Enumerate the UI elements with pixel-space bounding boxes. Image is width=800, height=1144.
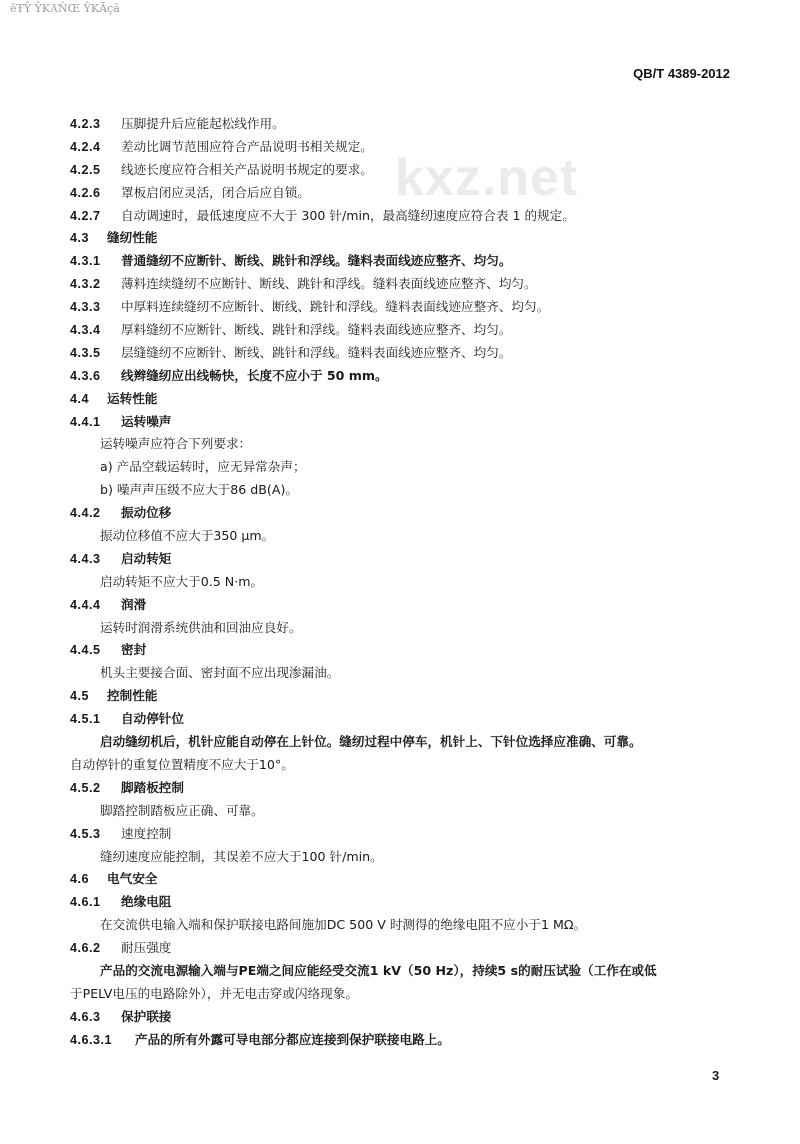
clause-text: 缝纫速度应能控制，其误差不应大于100 针/min。: [100, 848, 383, 864]
clause-text: 振动位移值不应大于350 μm。: [100, 528, 275, 544]
clause-number: 4.4.3: [70, 551, 101, 566]
clause-number: 4.6.3.1: [70, 1032, 113, 1047]
clause-text: 启动转矩: [121, 550, 172, 566]
clause-number: 4.3.5: [70, 345, 101, 360]
clause-line: [0, 433, 800, 456]
clause-text: 产品的所有外露可导电部分都应连接到保护联接电路上。: [135, 1031, 450, 1047]
clause-line: [0, 273, 800, 296]
clause-number: 4.4.5: [70, 643, 101, 658]
clause-text: 密封: [121, 642, 147, 658]
clause-line: [0, 685, 800, 708]
clause-line: [0, 594, 800, 617]
clause-line: [0, 662, 800, 685]
clause-text: 层缝缝纫不应断针、断线、跳针和浮线。缝料表面线迹应整齐、均匀。: [121, 344, 512, 360]
clause-line: [0, 296, 800, 319]
clause-line: [0, 823, 800, 846]
clause-line: [0, 937, 800, 960]
clause-text: 线迹长度应符合相关产品说明书规定的要求。: [121, 161, 373, 177]
clause-text: 启动转矩不应大于0.5 N·m。: [100, 573, 264, 589]
document-body: [0, 113, 800, 1052]
clause-number: 4.4: [70, 391, 90, 406]
clause-line: [0, 456, 800, 479]
clause-number: 4.5.2: [70, 780, 101, 795]
clause-number: 4.2.5: [70, 162, 101, 177]
clause-text: 保护联接: [121, 1008, 172, 1024]
clause-text: 速度控制: [121, 825, 172, 841]
clause-text: 线辫缝纫应出线畅快，长度不应小于 50 mm。: [121, 367, 388, 383]
clause-number: 4.3: [70, 231, 90, 246]
clause-number: 4.2.7: [70, 208, 101, 223]
clause-line: [0, 571, 800, 594]
clause-text: 罩板启闭应灵活，闭合后应自锁。: [121, 184, 310, 200]
clause-text: 运转时润滑系统供油和回油应良好。: [100, 619, 302, 635]
page-number: 3: [712, 1068, 720, 1083]
watermark: kxz.net: [395, 149, 579, 207]
clause-number: 4.6: [70, 872, 90, 887]
clause-line: [0, 846, 800, 869]
clause-text: a) 产品空载运转时，应无异常杂声；: [100, 459, 306, 475]
clause-number: 4.2.4: [70, 139, 101, 154]
clause-number: 4.4.1: [70, 414, 101, 429]
clause-line: [0, 365, 800, 388]
clause-text: 电气安全: [107, 871, 158, 887]
clause-text: 厚料缝纫不应断针、断线、跳针和浮线。缝料表面线迹应整齐、均匀。: [121, 322, 512, 338]
clause-text: 脚踏板控制: [121, 779, 184, 795]
clause-line: [0, 479, 800, 502]
clause-number: 4.3.3: [70, 300, 101, 315]
clause-line: [0, 548, 800, 571]
clause-line: [0, 1029, 800, 1052]
clause-text: 绝缘电阻: [121, 894, 172, 910]
clause-line: [0, 1006, 800, 1029]
clause-number: 4.2.3: [70, 117, 101, 131]
clause-text: b) 噪声声压级不应大于86 dB(A)。: [100, 482, 298, 498]
clause-number: 4.4.4: [70, 597, 101, 612]
clause-line: [0, 891, 800, 914]
clause-line: [0, 319, 800, 342]
clause-number: 4.6.1: [70, 895, 101, 910]
clause-line: [0, 227, 800, 250]
clause-text: 脚踏控制踏板应正确、可靠。: [100, 802, 264, 818]
clause-line: [0, 525, 800, 548]
clause-line: [0, 388, 800, 411]
clause-line: [0, 342, 800, 365]
clause-text: 缝纫性能: [107, 230, 158, 246]
clause-number: 4.6.2: [70, 941, 101, 956]
clause-number: 4.6.3: [70, 1009, 101, 1024]
clause-line: [0, 914, 800, 937]
clause-line: [0, 983, 800, 1006]
clause-text: 启动缝纫机后，机针应能自动停在上针位。缝纫过程中停车，机针上、下针位选择应准确、可靠。: [100, 734, 642, 750]
clause-text: 薄料连续缝纫不应断针、断线、跳针和浮线。缝料表面线迹应整齐、均匀。: [121, 276, 537, 292]
clause-line: [0, 708, 800, 731]
clause-text: 差动比调节范围应符合产品说明书相关规定。: [121, 138, 373, 154]
clause-line: [0, 868, 800, 891]
clause-text: 耐压强度: [121, 940, 172, 956]
clause-line: [0, 250, 800, 273]
clause-text: 普通缝纫不应断针、断线、跳针和浮线。缝料表面线迹应整齐、均匀。: [121, 253, 512, 269]
clause-text: 在交流供电输入端和保护联接电路间施加DC 500 V 时测得的绝缘电阻不应小于1 MΩ。: [100, 917, 587, 933]
clause-line: [0, 777, 800, 800]
clause-line: [0, 800, 800, 823]
clause-text: 自动调速时，最低速度应不大于 300 针/min，最高缝纫速度应符合表 1 的规定。: [121, 207, 575, 223]
standard-code: QB/T 4389-2012: [633, 66, 730, 81]
clause-text: 产品的交流电源输入端与PE端之间应能经受交流1 kV（50 Hz），持续5 s的耐压试验（工作在或低: [100, 962, 657, 978]
clause-number: 4.5: [70, 689, 90, 704]
clause-text: 自动停针位: [121, 711, 184, 727]
clause-text: 振动位移: [121, 505, 172, 521]
clause-number: 4.3.1: [70, 254, 101, 269]
clause-text: 控制性能: [107, 688, 158, 704]
clause-text: 自动停针的重复位置精度不应大于10°。: [70, 756, 294, 772]
clause-number: 4.4.2: [70, 506, 101, 521]
clause-line: [0, 411, 800, 434]
corner-mark: ēŦŶ ŶKĀ͑ŇŒ ŶKĀçā: [10, 2, 120, 15]
clause-line: [0, 617, 800, 640]
clause-line: [0, 113, 800, 136]
clause-number: 4.5.3: [70, 826, 101, 841]
clause-number: 4.3.6: [70, 368, 101, 383]
clause-line: [0, 182, 800, 205]
clause-text: 润滑: [121, 596, 147, 612]
clause-line: [0, 502, 800, 525]
clause-text: 压脚提升后应能起松线作用。: [121, 116, 285, 131]
clause-number: 4.2.6: [70, 185, 101, 200]
clause-text: 运转噪声应符合下列要求：: [100, 436, 252, 452]
clause-text: 运转性能: [107, 390, 158, 406]
clause-number: 4.3.4: [70, 323, 101, 338]
clause-line: [0, 136, 800, 159]
clause-number: 4.5.1: [70, 712, 101, 727]
clause-line: [0, 960, 800, 983]
clause-line: [0, 731, 800, 754]
clause-line: [0, 159, 800, 182]
clause-text: 机头主要接合面、密封面不应出现渗漏油。: [100, 665, 340, 681]
clause-text: 运转噪声: [121, 413, 172, 429]
clause-text: 于PELV电压的电路除外），并无电击穿或闪络现象。: [70, 985, 358, 1001]
clause-number: 4.3.2: [70, 277, 101, 292]
clause-text: 中厚料连续缝纫不应断针、断线、跳针和浮线。缝料表面线迹应整齐、均匀。: [121, 299, 550, 315]
clause-line: [0, 205, 800, 228]
clause-line: [0, 754, 800, 777]
clause-line: [0, 639, 800, 662]
